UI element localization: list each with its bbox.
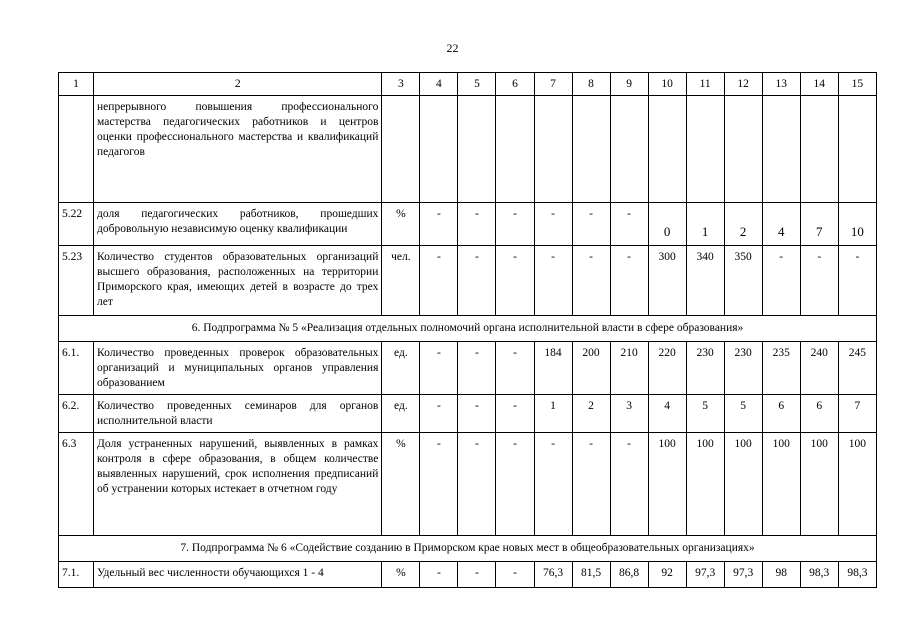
value-cell: - [534,246,572,316]
value-cell: 98 [762,562,800,588]
value-cell: 210 [610,342,648,395]
value-cell [534,96,572,203]
value-cell [838,96,876,203]
value-cell [420,96,458,203]
indicator-name: Удельный вес численности обучающихся 1 - 4 [94,562,382,588]
value-cell [610,96,648,203]
row-number: 6.1. [59,342,94,395]
row-number: 7.1. [59,562,94,588]
value-cell [800,96,838,203]
column-header: 7 [534,73,572,96]
column-header: 6 [496,73,534,96]
table-row [59,246,877,316]
value-cell: - [572,246,610,316]
section-title: 6. Подпрограмма № 5 «Реализация отдельных полномочий органа исполнительной власти в сфере образования» [59,316,877,342]
value-cell: 97,3 [724,562,762,588]
value-cell [496,96,534,203]
column-header: 14 [800,73,838,96]
column-header: 8 [572,73,610,96]
value-cell: 2 [572,395,610,433]
table-row [59,342,877,395]
value-cell: 230 [724,342,762,395]
value-cell: 200 [572,342,610,395]
value-cell: - [496,395,534,433]
column-header: 15 [838,73,876,96]
value-cell: 100 [724,433,762,536]
value-cell: - [420,246,458,316]
value-cell: 98,3 [800,562,838,588]
value-cell: - [458,203,496,246]
table-row [59,395,877,433]
unit-cell: ед. [382,342,420,395]
unit-cell: ед. [382,395,420,433]
value-cell: - [420,395,458,433]
value-cell [686,96,724,203]
indicator-table [58,72,877,588]
table-row [59,203,877,246]
column-header: 5 [458,73,496,96]
column-header: 12 [724,73,762,96]
value-cell: 7 [800,203,838,246]
value-cell: - [496,246,534,316]
column-header: 3 [382,73,420,96]
section-row [59,316,877,342]
value-cell: 4 [648,395,686,433]
value-cell: 0 [648,203,686,246]
value-cell: 240 [800,342,838,395]
value-cell: - [420,562,458,588]
value-cell: 7 [838,395,876,433]
value-cell: - [458,395,496,433]
value-cell: 92 [648,562,686,588]
section-row [59,536,877,562]
value-cell [458,96,496,203]
table-row [59,562,877,588]
indicator-name: доля педагогических работников, прошедших добровольную независимую оценку квалификации [94,203,382,246]
value-cell: 300 [648,246,686,316]
indicator-name: Количество проведенных семинаров для органов исполнительной власти [94,395,382,433]
value-cell: 100 [686,433,724,536]
value-cell: 86,8 [610,562,648,588]
unit-cell: % [382,203,420,246]
indicator-name: Количество студентов образовательных организаций высшего образования, расположенных на территории Приморского края, имеющих детей в возрасте до трех лет [94,246,382,316]
value-cell: - [838,246,876,316]
value-cell: - [458,433,496,536]
value-cell: 6 [762,395,800,433]
row-number: 5.23 [59,246,94,316]
value-cell: - [458,246,496,316]
value-cell: 100 [838,433,876,536]
value-cell: 81,5 [572,562,610,588]
value-cell: - [496,342,534,395]
value-cell: - [420,433,458,536]
value-cell: - [496,433,534,536]
value-cell: - [534,433,572,536]
value-cell: - [496,203,534,246]
value-cell: 235 [762,342,800,395]
row-number [59,96,94,203]
value-cell: - [420,342,458,395]
value-cell: 98,3 [838,562,876,588]
value-cell: 6 [800,395,838,433]
value-cell [724,96,762,203]
value-cell: - [496,562,534,588]
value-cell: 245 [838,342,876,395]
value-cell: 97,3 [686,562,724,588]
value-cell: 2 [724,203,762,246]
value-cell: 1 [686,203,724,246]
value-cell: 5 [686,395,724,433]
value-cell: - [534,203,572,246]
value-cell: - [762,246,800,316]
row-number: 5.22 [59,203,94,246]
value-cell: 10 [838,203,876,246]
row-number: 6.2. [59,395,94,433]
value-cell: - [610,203,648,246]
value-cell: 220 [648,342,686,395]
value-cell [572,96,610,203]
unit-cell: % [382,433,420,536]
indicator-name: Количество проведенных проверок образовательных организаций и муниципальных органов управления образованием [94,342,382,395]
value-cell: 4 [762,203,800,246]
column-header: 11 [686,73,724,96]
unit-cell: чел. [382,246,420,316]
value-cell: 3 [610,395,648,433]
table-row [59,96,877,203]
value-cell: - [572,433,610,536]
value-cell [648,96,686,203]
column-header: 9 [610,73,648,96]
column-header: 13 [762,73,800,96]
value-cell: - [610,433,648,536]
column-header: 10 [648,73,686,96]
unit-cell [382,96,420,203]
value-cell: 230 [686,342,724,395]
value-cell: - [610,246,648,316]
value-cell: 340 [686,246,724,316]
value-cell: 100 [800,433,838,536]
column-header: 2 [94,73,382,96]
value-cell: 76,3 [534,562,572,588]
value-cell: 5 [724,395,762,433]
unit-cell: % [382,562,420,588]
value-cell: - [800,246,838,316]
value-cell: 1 [534,395,572,433]
value-cell: 100 [648,433,686,536]
value-cell: 100 [762,433,800,536]
page-number: 22 [446,41,459,55]
column-header: 4 [420,73,458,96]
indicator-name: непрерывного повышения профессионального мастерства педагогических работников и центров оценки профессионального мастерства и квалификаций педагогов [94,96,382,203]
column-header: 1 [59,73,94,96]
value-cell: - [458,342,496,395]
value-cell [762,96,800,203]
row-number: 6.3 [59,433,94,536]
table-row [59,433,877,536]
value-cell: - [420,203,458,246]
table-header-row [59,73,877,96]
section-title: 7. Подпрограмма № 6 «Содействие созданию в Приморском крае новых мест в общеобразовательных организациях» [59,536,877,562]
value-cell: - [572,203,610,246]
indicator-name: Доля устраненных нарушений, выявленных в рамках контроля в сфере образования, в общем количестве выявленных нарушений, срок исполнения предписаний об устранении которых истекает в отчетном году [94,433,382,536]
value-cell: - [458,562,496,588]
value-cell: 184 [534,342,572,395]
value-cell: 350 [724,246,762,316]
